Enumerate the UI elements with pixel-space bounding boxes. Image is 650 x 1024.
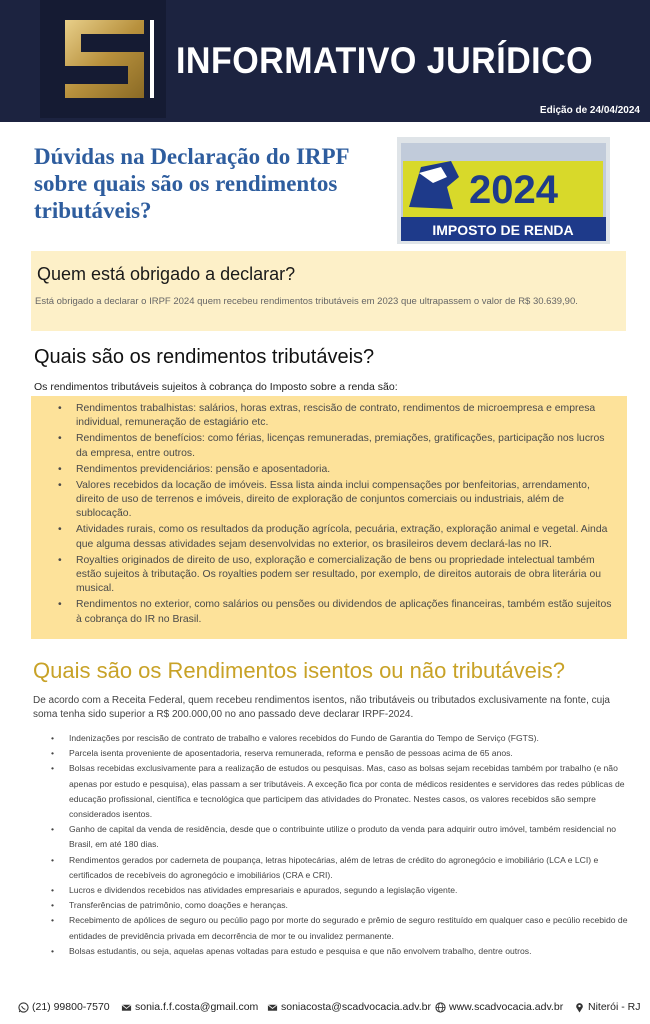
list-item: • Bolsas estudantis, ou seja, aquelas apenas voltadas para estudo e pesquisa e que não envolvem trabalho, dentre outros. <box>33 944 633 959</box>
logo <box>40 0 166 118</box>
obligation-box <box>31 251 626 331</box>
email-contact-1[interactable] <box>121 1001 258 1013</box>
list-item: • Atividades rurais, como os resultados da produção agrícola, pecuária, extração, exploração animal e vegetal. Ainda que alguma dessas atividades sejam desenvolvidas no exterior, os brasileiros devem declará-las no IR. <box>31 523 627 552</box>
exempt-heading: Quais são os Rendimentos isentos ou não tributáveis? <box>33 658 565 683</box>
list-item: • Rendimentos trabalhistas: salários, horas extras, rescisão de contrato, rendimentos de microempresa e empresa individual, remuneração de estagiário etc. <box>31 402 627 431</box>
obligation-text: Está obrigado a declarar o IRPF 2024 quem recebeu rendimentos tributáveis em 2023 que ultrapassem o valor de R$ 30.639,90. <box>35 296 578 307</box>
email-contact-2[interactable] <box>267 1001 431 1013</box>
list-item: • Rendimentos de benefícios: como férias, licenças remuneradas, premiações, gratificações, participação nos lucros da empresa, entre outros. <box>31 432 627 461</box>
website-url: www.scadvocacia.adv.br <box>449 1001 564 1013</box>
list-item: • Rendimentos gerados por caderneta de poupança, letras hipotecárias, além de letras de crédito do agronegócio e imobiliário (LCA e LCI) e certificados de recebíveis do agronegócio e imobiliários (CRA e CRI). <box>33 853 633 883</box>
taxable-list <box>31 402 627 629</box>
whatsapp-icon <box>18 1002 29 1013</box>
edition-date: Edição de 24/04/2024 <box>539 105 640 116</box>
list-item: • Recebimento de apólices de seguro ou pecúlio pago por morte do segurado e prêmio de seguro restituído em qualquer caso e pecúlio recebido de entidades de previdência privada em decorrência de mor te ou invalidez permanente. <box>33 913 633 943</box>
email-address-2: soniacosta@scadvocacia.adv.br <box>281 1001 431 1013</box>
email-address-1: sonia.f.f.costa@gmail.com <box>135 1001 259 1013</box>
list-item: • Royalties originados de direito de uso, exploração e comercialização de bens ou propriedade intelectual também estão sujeitos à tributação. Os royalties podem ser resultado, por exemplo, de direitos autorais de obra literária ou musical. <box>31 554 627 597</box>
contact-footer <box>16 1001 641 1017</box>
phone-contact[interactable] <box>18 1001 110 1013</box>
newsletter-title: INFORMATIVO JURÍDICO <box>176 40 594 81</box>
list-item: • Indenizações por rescisão de contrato de trabalho e valores recebidos do Fundo de Garantia do Tempo de Serviço (FGTS). <box>33 731 633 746</box>
website-link[interactable] <box>435 1001 563 1013</box>
taxable-heading: Quais são os rendimentos tributáveis? <box>34 346 375 368</box>
list-item: • Parcela isenta proveniente de aposentadoria, reserva remunerada, reforma e pensão de pessoas acima de 65 anos. <box>33 746 633 761</box>
taxable-intro: Os rendimentos tributáveis sujeitos à cobrança do Imposto sobre a renda são: <box>34 381 398 393</box>
list-item: • Lucros e dividendos recebidos nas atividades empresariais e apurados, segundo a legislação vigente. <box>33 883 633 898</box>
location-text: Niterói - RJ <box>588 1001 641 1013</box>
list-item: • Ganho de capital da venda de residência, desde que o contribuinte utilize o produto da venda para adquirir outro imóvel, também residencial no Brasil, em até 180 dias. <box>33 822 633 852</box>
list-item: • Transferências de patrimônio, como doações e heranças. <box>33 898 633 913</box>
law-firm-logo-icon <box>40 0 166 118</box>
exempt-intro: De acordo com a Receita Federal, quem recebeu rendimentos isentos, não tributáveis ou tributados exclusivamente na fonte, cuja soma tenha sido superior a R$ 200.000,00 no ano passado deve declarar IRPF-2024. <box>33 695 610 720</box>
envelope-icon <box>267 1002 278 1013</box>
phone-number: (21) 99800-7570 <box>32 1001 110 1013</box>
list-item: • Rendimentos previdenciários: pensão e aposentadoria. <box>31 463 627 477</box>
article-title: Dúvidas na Declaração do IRPF sobre quais são os rendimentos tributáveis? <box>34 144 349 223</box>
map-pin-icon <box>574 1002 585 1013</box>
list-item: • Bolsas recebidas exclusivamente para a realização de estudos ou pesquisas. Mas, caso as bolsas sejam recebidas também por trabalho (e não apenas por estudo e pesquisa), elas passam a ser tributáveis. A exceção fica por conta de médicos residentes e servidores das redes públicas de educação profissional, científica e tecnológica que participem das atividades do Pronatec. Nestes casos, os valores recebidos são sempre considerados isentos. <box>33 761 633 822</box>
list-item: • Valores recebidos da locação de imóveis. Essa lista ainda inclui compensações por benfeitorias, arrendamento, direito de uso de terrenos e imóveis, direito de exploração de conjuntos comerciais ou industriais, além de sublocação. <box>31 479 627 522</box>
obligation-heading: Quem está obrigado a declarar? <box>37 264 296 284</box>
irpf-2024-image <box>397 137 610 244</box>
taxable-list-box <box>31 396 627 639</box>
header-banner <box>0 0 650 122</box>
envelope-icon <box>121 1002 132 1013</box>
exempt-list <box>33 731 633 959</box>
irpf-year: 2024 <box>469 168 558 212</box>
list-item: • Rendimentos no exterior, como salários ou pensões ou dividendos de aplicações financeiras, também estão sujeitos à cobrança do IR no Brasil. <box>31 598 627 627</box>
globe-icon <box>435 1002 446 1013</box>
location-info <box>574 1001 641 1013</box>
irpf-caption: IMPOSTO DE RENDA <box>432 222 574 238</box>
